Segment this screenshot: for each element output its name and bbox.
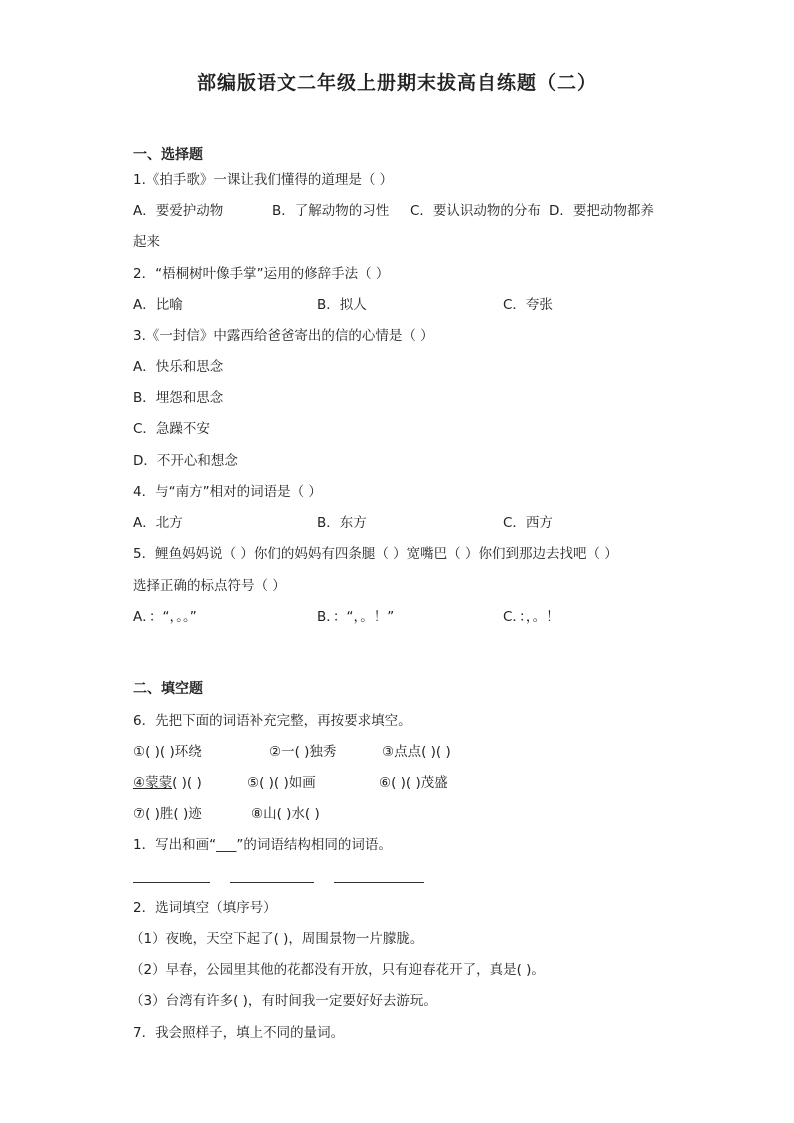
q6-row-3 (133, 804, 693, 824)
question-2-options (133, 295, 693, 315)
q6-row-2 (133, 773, 693, 793)
q6-row-1 (133, 742, 693, 762)
q6-item-1: ①( )( )环绕 (133, 744, 202, 760)
q5-option-a: A．：“，。。” (133, 609, 197, 625)
q6-sentence-1: （1）夜晚，天空下起了( )，周围景物一片朦胧。 (130, 931, 424, 947)
q6-item-5: ⑤( )( )如画 (247, 775, 316, 791)
q3-option-a: A．快乐和思念 (133, 359, 224, 375)
section-heading-fill: 二、填空题 (133, 681, 203, 697)
question-4-options (133, 513, 693, 533)
q3-option-d: D．不开心和想念 (133, 453, 238, 469)
q2-option-c: C．夸张 (503, 297, 553, 313)
q4-option-b: B．东方 (317, 515, 367, 531)
q1-option-d: D．要把动物都养 (549, 203, 654, 219)
q1-option-b: B．了解动物的习性 (272, 203, 390, 219)
q3-option-b: B．埋怨和思念 (133, 390, 224, 406)
q6-sub-2: 2．选词填空（填序号） (133, 900, 277, 916)
q6-item-4-blanks: ( )( ) (172, 775, 202, 791)
question-5-stem-2: 选择正确的标点符号（ ） (133, 578, 286, 594)
q2-option-a: A．比喻 (133, 297, 183, 313)
q6-item-2: ②一( )独秀 (269, 744, 337, 760)
question-1-stem: 1.《拍手歌》一课让我们懂得的道理是（ ） (133, 172, 394, 188)
question-1-options (133, 201, 693, 221)
q1-option-c: C．要认识动物的分布 (410, 203, 541, 219)
q6-sub-1: 1．写出和画“___”的词语结构相同的词语。 (133, 837, 392, 853)
q3-option-c: C．急躁不安 (133, 421, 210, 437)
q6-sentence-3: （3）台湾有许多( )，有时间我一定要好好去游玩。 (130, 993, 437, 1009)
q6-item-6: ⑥( )( )茂盛 (379, 775, 448, 791)
q6-item-4-underlined: ④蒙蒙 (133, 775, 173, 791)
q6-item-4 (133, 773, 202, 793)
page-title: 部编版语文二年级上册期末拔高自练题（二） (196, 72, 597, 94)
q2-option-b: B．拟人 (317, 297, 367, 313)
q6-item-7: ⑦( )胜( )迹 (133, 806, 202, 822)
q4-option-c: C．西方 (503, 515, 553, 531)
q4-option-a: A．北方 (133, 515, 183, 531)
question-2-stem: 2．“梧桐树叶像手掌”运用的修辞手法（ ） (133, 266, 390, 282)
question-6-stem: 6．先把下面的词语补充完整，再按要求填空。 (133, 713, 412, 729)
section-heading-choice: 一、选择题 (133, 147, 203, 163)
answer-blank-2[interactable] (230, 882, 314, 883)
q5-option-c: C．：，。！ (503, 609, 560, 625)
q6-item-8: ⑧山( )水( ) (251, 806, 320, 822)
question-7-stem: 7．我会照样子，填上不同的量词。 (133, 1025, 345, 1041)
q6-sentence-2: （2）早春，公园里其他的花都没有开放，只有迎春花开了，真是( )。 (130, 962, 545, 978)
question-4-stem: 4．与“南方”相对的词语是（ ） (133, 484, 322, 500)
q6-item-3: ③点点( )( ) (382, 744, 451, 760)
answer-blank-3[interactable] (334, 882, 424, 883)
q1-option-a: A．要爱护动物 (133, 203, 224, 219)
q5-option-b: B．：“，。！” (317, 609, 395, 625)
question-5-stem: 5．鲤鱼妈妈说（ ）你们的妈妈有四条腿（ ）宽嘴巴（ ）你们到那边去找吧（ ） (133, 546, 618, 562)
question-3-stem: 3.《一封信》中露西给爸爸寄出的信的心情是（ ） (133, 328, 434, 344)
answer-blank-1[interactable] (133, 882, 210, 883)
q1-option-d-continued: 起来 (133, 234, 160, 250)
question-5-options (133, 607, 693, 627)
